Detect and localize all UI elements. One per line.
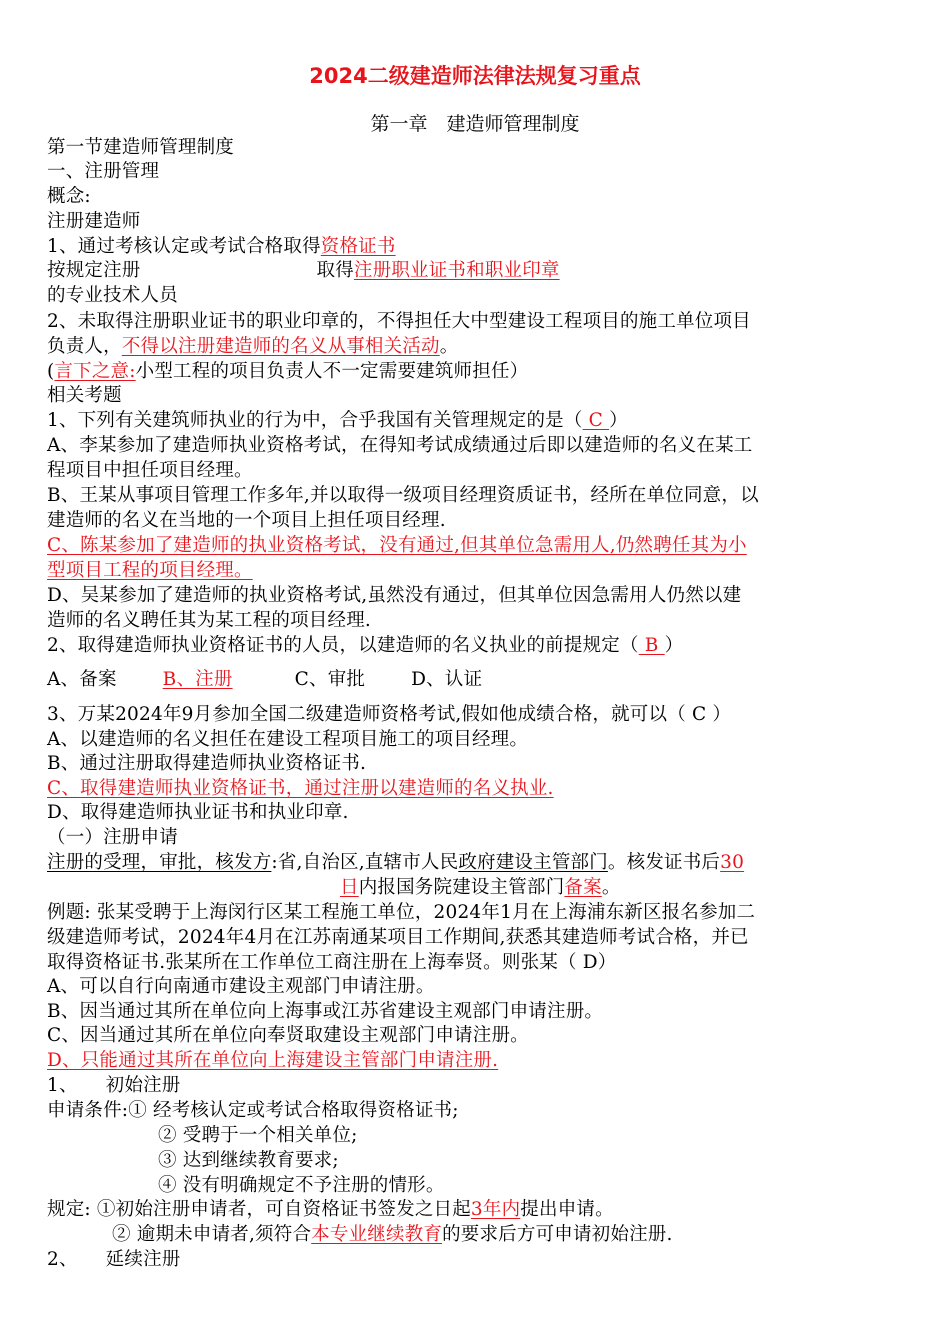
option-line: 程项目中担任项目经理。: [47, 460, 253, 481]
highlight-span: 资格证书: [320, 236, 396, 257]
question-line: 3、万某2024年9月参加全国二级建造师资格考试,假如他成绩合格，就可以（ C ）: [47, 704, 732, 725]
option-line: D、吴某参加了建造师的执业资格考试,虽然没有通过，但其单位因急需用人仍然以建: [47, 585, 742, 606]
text-span: ）: [664, 635, 684, 656]
text-line: ② 受聘于一个相关单位;: [158, 1125, 358, 1146]
text-span: 按规定注册: [47, 260, 141, 281]
correct-option-line: C、取得建造师执业资格证书，通过注册以建造师的名义执业.: [47, 778, 554, 799]
example-line: 例题: 张某受聘于上海闵行区某工程施工单位，2024年1月在上海浦东新区报名参加二: [47, 902, 756, 923]
text-span: 规定: ①初始注册申请者，可自资格证书签发之日起: [47, 1199, 471, 1220]
option-a: A、备案: [47, 669, 117, 690]
text-span: 注册的受理，审批，核发方: [47, 852, 272, 873]
highlight-span: 备案: [564, 877, 602, 898]
text-span: 。: [601, 877, 621, 898]
text-span: 小型工程的项目负责人不一定需要建筑师担任）: [135, 361, 529, 382]
text-line: ③ 达到继续教育要求;: [158, 1150, 339, 1171]
answer-span: C: [582, 410, 610, 431]
text-span: 1、通过考核认定或考试合格取得: [47, 236, 321, 257]
subsection-heading: [47, 1248, 180, 1272]
text-span: (: [47, 361, 55, 382]
option-line: A、以建造师的名义担任在建设工程项目施工的项目经理。: [47, 729, 529, 750]
text-line: [47, 360, 528, 384]
text-span: :省,自治区,直辖市人民: [271, 852, 459, 873]
text-span: 2、取得建造师执业资格证书的人员，以建造师的名义执业的前提规定（: [47, 635, 639, 656]
highlight-span: 日: [340, 877, 359, 898]
highlight-span: 不得以注册建造师的名义从事相关活动: [121, 336, 440, 357]
text-span: 。核发证书后: [607, 852, 721, 873]
option-line: 造师的名义聘任其为某工程的项目经理.: [47, 610, 371, 631]
option-d: D、认证: [411, 669, 483, 690]
text-span: ）: [609, 410, 628, 431]
text-span: 的要求后方可申请初始注册.: [442, 1224, 673, 1245]
option-line: C、因当通过其所在单位向奉贤取建设主观部门申请注册。: [47, 1025, 529, 1046]
text-span: 1、下列有关建筑师执业的行为中，合乎我国有关管理规定的是（: [47, 410, 583, 431]
text-line: [340, 876, 621, 900]
subsection-heading: （一）注册申请: [47, 827, 178, 848]
text-span: 内报国务院建设主管部门: [358, 877, 565, 898]
highlight-span: 30: [720, 852, 745, 873]
section-heading: 第一节建造师管理制度: [47, 137, 235, 158]
document-title: 2024二级建造师法律法规复习重点: [309, 64, 641, 88]
text-line: [47, 335, 458, 359]
text-line: [47, 235, 396, 259]
correct-option-line: 型项目工程的项目经理。: [47, 560, 253, 581]
chapter-heading: 第一章 建造师管理制度: [370, 113, 580, 135]
option-line: A、李某参加了建造师执业资格考试，在得知考试成绩通过后即以建造师的名义在某工: [47, 435, 753, 456]
text-line: 的专业技术人员: [47, 285, 178, 306]
text-line: [47, 1198, 614, 1222]
text-span: 初始注册: [105, 1075, 181, 1096]
option-line: B、通过注册取得建造师执业资格证书.: [47, 753, 367, 774]
highlight-span: 本专业继续教育: [311, 1224, 443, 1245]
highlight-span: 注册职业证书和职业印章: [353, 260, 560, 281]
related-questions-heading: 相关考题: [47, 385, 122, 406]
text-line: 申请条件:① 经考核认定或考试合格取得资格证书;: [47, 1100, 459, 1121]
question-line: [47, 634, 683, 658]
option-b-correct: B、注册: [162, 669, 233, 690]
text-span: 1、: [47, 1075, 78, 1096]
example-line: 取得资格证书.张某所在工作单位工商注册在上海奉贤。则张某（ D）: [47, 952, 617, 973]
text-line: ④ 没有明确规定不予注册的情形。: [158, 1175, 445, 1196]
answer-span: B: [638, 635, 665, 656]
subsection-heading: 一、注册管理: [47, 161, 160, 182]
option-line: A、可以自行向南通市建设主观部门申请注册。: [47, 976, 435, 997]
text-line: [47, 851, 744, 875]
option-line: [47, 668, 482, 692]
correct-option-line: D、只能通过其所在单位向上海建设主管部门申请注册.: [47, 1050, 499, 1071]
highlight-span: 言下之意:: [54, 361, 136, 382]
text-span: 2、: [47, 1249, 78, 1270]
concept-label: 概念:: [47, 186, 91, 207]
text-line: 2、未取得注册职业证书的职业印章的，不得担任大中型建设工程项目的施工单位项目: [47, 311, 751, 332]
option-line: B、王某从事项目管理工作多年,并以取得一级项目经理资质证书，经所在单位同意，以: [47, 485, 759, 506]
text-span: 负责人，: [47, 336, 122, 357]
example-line: 级建造师考试，2024年4月在江苏南通某项目工作期间,获悉其建造师考试合格，并已: [47, 927, 749, 948]
text-span: 提出申请。: [520, 1199, 614, 1220]
option-c: C、审批: [294, 669, 366, 690]
text-span: 延续注册: [105, 1249, 181, 1270]
text-line: [112, 1223, 673, 1247]
option-line: D、取得建造师执业证书和执业印章.: [47, 802, 349, 823]
text-line: 注册建造师: [47, 211, 141, 232]
text-span: 。: [439, 336, 459, 357]
correct-option-line: C、陈某参加了建造师的执业资格考试，没有通过,但其单位急需用人,仍然聘任其为小: [47, 535, 747, 556]
text-span: ② 逾期未申请者,须符合: [112, 1224, 312, 1245]
question-line: [47, 409, 628, 433]
option-line: 建造师的名义在当地的一个项目上担任项目经理.: [47, 510, 446, 531]
highlight-span: 3年内: [470, 1199, 521, 1220]
text-span: 取得: [316, 260, 354, 281]
option-line: B、因当通过其所在单位向上海事或江苏省建设主观部门申请注册。: [47, 1001, 604, 1022]
underline-span: 政府建设主管部门: [458, 852, 608, 873]
subsection-heading: [47, 1074, 180, 1098]
text-line: [47, 259, 560, 283]
